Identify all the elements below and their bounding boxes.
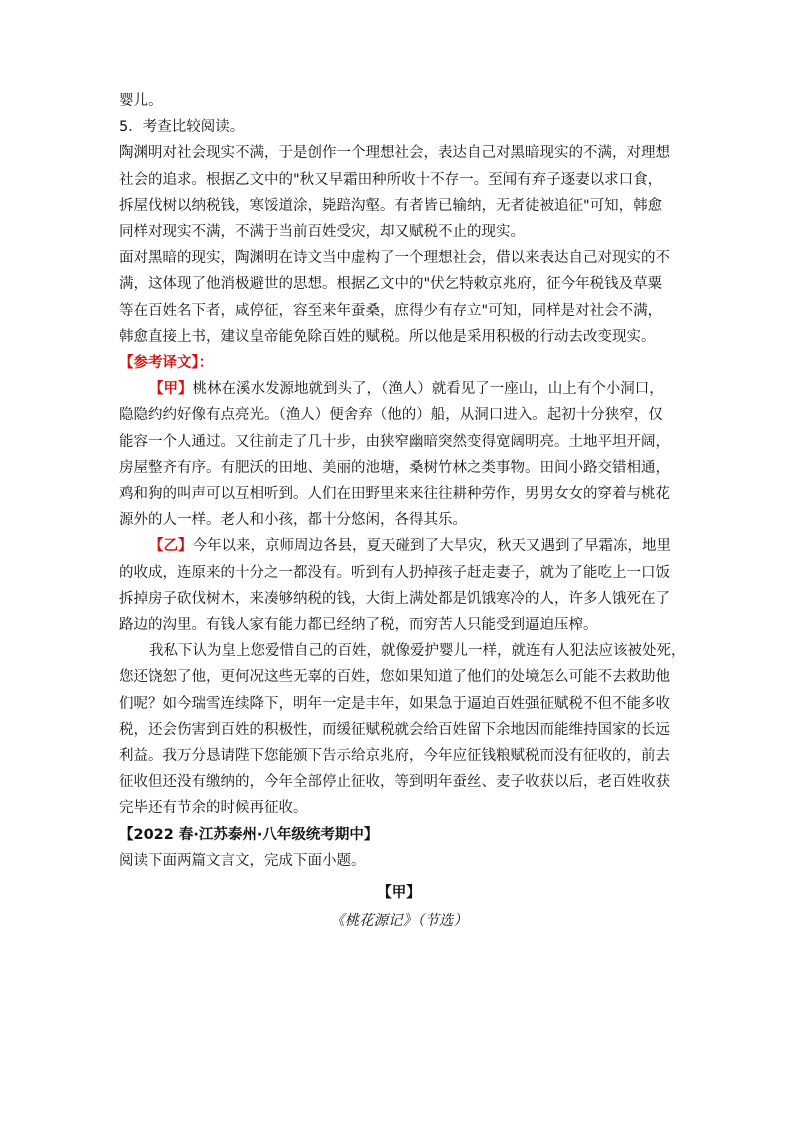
text-line: 源外的人一样。老人和小孩，都十分悠闲，各得其乐。: [119, 512, 467, 529]
passage-jia-heading: 【甲】: [377, 885, 421, 902]
text-line: 能容一个人通过。又往前走了几十步，由狭窄幽暗突然变得宽阔明亮。土地平坦开阔，: [119, 433, 670, 450]
text-line: 拆屋伐树以纳税钱，寒馁道涂，毙踣沟壑。有者皆已输纳，无者徒被追征"可知，韩愈: [119, 197, 663, 214]
reference-translation-heading: 【参考译文】：: [119, 355, 214, 372]
text-line: 陶渊明对社会现实不满，于是创作一个理想社会，表达自己对黑暗现实的不满，对理想: [119, 145, 670, 162]
analysis-paragraph-1: [119, 140, 679, 245]
text-line: 满，这体现了他消极避世的思想。根据乙文中的"伏乞特敕京兆府，征今年税钱及草粟: [119, 276, 663, 293]
text-line-content: 今年以来，京师周边各县，夏天碰到了大旱灾，秋天又遇到了早霜冻，地里: [192, 538, 671, 555]
translation-paragraph-3: [119, 638, 686, 821]
text-line-content: 桃林在溪水发源地就到头了，（渔人）就看见了一座山，山上有个小洞口，: [192, 381, 664, 398]
question-source-label: 【2022 春·江苏泰州·八年级统考期中】: [119, 826, 379, 843]
text-line: 完毕还有节余的时候再征收。: [119, 800, 308, 817]
text-line: 您还饶恕了他，更何况这些无辜的百姓，您如果知道了他们的处境怎么可能不去救助他: [119, 669, 670, 686]
text-line: 房屋整齐有序。有肥沃的田地、美丽的池塘，桑树竹林之类事物。田间小路交错相通，: [119, 459, 670, 476]
text-line: 隐隐约约好像有点亮光。（渔人）便舍弃（他的）船，从洞口进入。起初十分狭窄，仅: [119, 407, 663, 424]
reading-instruction: 阅读下面两篇文言文，完成下面小题。: [119, 852, 366, 869]
text-line: 路边的沟里。有钱人家有能力都已经纳了税，而穷苦人只能受到逼迫压榨。: [119, 617, 598, 634]
text-line: 拆掉房子砍伐树木，来凑够纳税的钱，大街上满处都是饥饿寒冷的人，许多人饿死在了: [119, 590, 670, 607]
analysis-paragraph-2: [119, 245, 679, 350]
yi-tag: 【乙】: [149, 538, 193, 555]
translation-jia-paragraph: [119, 376, 679, 533]
text-line: 征收但还没有缴纳的，今年全部停止征收，等到明年蚕丝、麦子收获以后，老百姓收获: [119, 774, 670, 791]
previous-answer-ending: 婴儿。: [119, 93, 163, 109]
text-line: 社会的追求。根据乙文中的"秋又早霜田种所收十不存一。至闻有弃子逐妻以求口食，: [119, 171, 663, 188]
text-line: 利益。我万分恳请陛下您能颁下告示给京兆府，今年应征钱粮赋税而没有征收的，前去: [119, 748, 670, 765]
text-line: [119, 533, 679, 559]
text-line: 韩愈直接上书，建议皇帝能免除百姓的赋税。所以他是采用积极的行动去改变现实。: [119, 328, 656, 345]
text-line: 同样对现实不满，不满于当前百姓受灾，却又赋税不止的现实。: [119, 224, 525, 241]
text-line: 税，还会伤害到百姓的积极性，而缓征赋税就会给百姓留下余地因而能维持国家的长远: [119, 721, 670, 738]
text-line: 等在百姓名下者，咸停征，容至来年蚕桑，庶得少有存立"可知，同样是对社会不满，: [119, 302, 663, 319]
text-line: 鸡和狗的叫声可以互相听到。人们在田野里来来往往耕种劳作，男男女女的穿着与桃花: [119, 486, 670, 503]
text-line: 的收成，连原来的十分之一都没有。听到有人扔掉孩子赶走妻子，就为了能吃上一口饭: [119, 564, 670, 581]
text-line: [119, 376, 679, 402]
passage-title: 《桃花源记》（节选）: [330, 913, 468, 930]
text-line: 我私下认为皇上您爱惜自己的百姓，就像爱护婴儿一样，就连有人犯法应该被处死，: [149, 643, 686, 660]
jia-tag: 【甲】: [149, 381, 193, 398]
question-5-label: 5．考查比较阅读。: [119, 119, 245, 136]
translation-yi-paragraph: [119, 533, 679, 638]
text-line: 面对黑暗的现实，陶渊明在诗文当中虚构了一个理想社会，借以来表达自己对现实的不: [119, 250, 670, 267]
document-page: [119, 88, 686, 935]
text-line: 们呢？如今瑞雪连续降下，明年一定是丰年，如果急于逼迫百姓强征赋税不但不能多收: [119, 695, 670, 712]
